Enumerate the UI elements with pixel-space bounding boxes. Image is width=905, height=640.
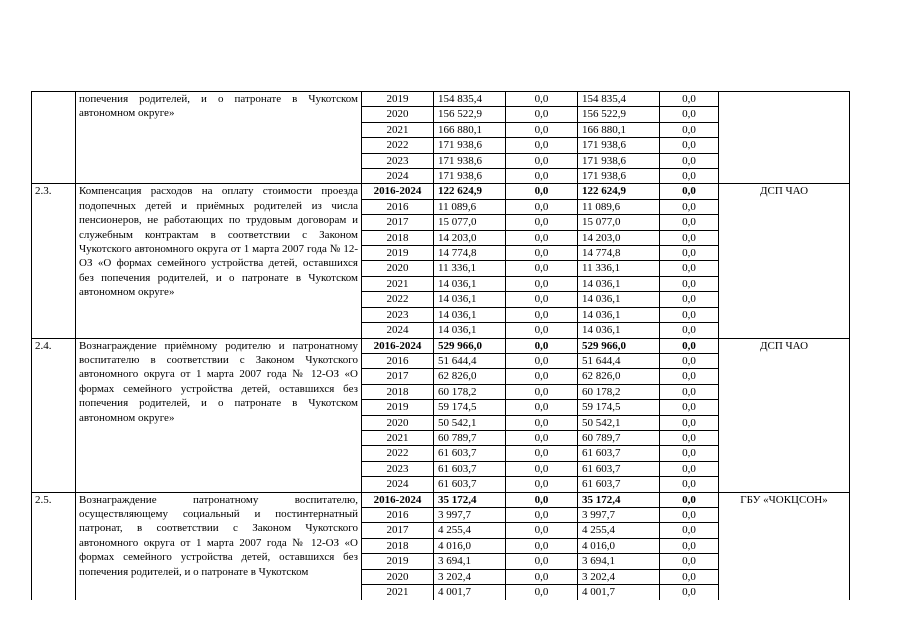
year-cell: 2020 bbox=[362, 261, 434, 276]
federal-amount-cell: 0,0 bbox=[506, 276, 578, 291]
other-amount-cell: 0,0 bbox=[660, 246, 719, 261]
other-amount-cell: 0,0 bbox=[660, 569, 719, 584]
regional-amount-cell: 61 603,7 bbox=[578, 477, 660, 492]
regional-amount-cell: 4 016,0 bbox=[578, 538, 660, 553]
other-amount-cell: 0,0 bbox=[660, 477, 719, 492]
item-description-cell: Вознаграждение приёмному родителю и патронатному воспитателю в соответствии с Законом Чукотского автономного округа от 1 марта 2007 года № 12-ОЗ «О формах семейного устройства детей, оставшихся без попечения родителей, и о патронате в Чукотском автономном округе» bbox=[76, 338, 362, 492]
other-amount-cell: 0,0 bbox=[660, 184, 719, 199]
other-amount-cell: 0,0 bbox=[660, 538, 719, 553]
total-amount-cell: 4 255,4 bbox=[434, 523, 506, 538]
other-amount-cell: 0,0 bbox=[660, 215, 719, 230]
federal-amount-cell: 0,0 bbox=[506, 415, 578, 430]
item-description-cell: Компенсация расходов на оплату стоимости проезда подопечных детей и приёмных родителей из числа пенсионеров, не работающих по трудовым договорам и служебным контрактам в соответствии с Законом Чукотского автономного округа от 1 марта 2007 года № 12-ОЗ «О формах семейного устройства детей, оставшихся без попечения родителей, и о патронате в Чукотском автономном округе» bbox=[76, 184, 362, 338]
year-cell: 2022 bbox=[362, 292, 434, 307]
year-cell: 2016-2024 bbox=[362, 338, 434, 353]
total-amount-cell: 166 880,1 bbox=[434, 122, 506, 137]
federal-amount-cell: 0,0 bbox=[506, 246, 578, 261]
total-amount-cell: 11 336,1 bbox=[434, 261, 506, 276]
federal-amount-cell: 0,0 bbox=[506, 338, 578, 353]
year-cell: 2024 bbox=[362, 477, 434, 492]
year-cell: 2017 bbox=[362, 215, 434, 230]
total-amount-cell: 529 966,0 bbox=[434, 338, 506, 353]
total-amount-cell: 62 826,0 bbox=[434, 369, 506, 384]
item-number-cell: 2.5. bbox=[32, 492, 76, 600]
year-cell: 2023 bbox=[362, 461, 434, 476]
federal-amount-cell: 0,0 bbox=[506, 92, 578, 107]
item-number-cell: 2.4. bbox=[32, 338, 76, 492]
other-amount-cell: 0,0 bbox=[660, 92, 719, 107]
year-cell: 2016-2024 bbox=[362, 184, 434, 199]
other-amount-cell: 0,0 bbox=[660, 169, 719, 184]
regional-amount-cell: 156 522,9 bbox=[578, 107, 660, 122]
regional-amount-cell: 50 542,1 bbox=[578, 415, 660, 430]
regional-amount-cell: 14 036,1 bbox=[578, 292, 660, 307]
regional-amount-cell: 35 172,4 bbox=[578, 492, 660, 507]
regional-amount-cell: 60 178,2 bbox=[578, 384, 660, 399]
federal-amount-cell: 0,0 bbox=[506, 400, 578, 415]
other-amount-cell: 0,0 bbox=[660, 323, 719, 338]
regional-amount-cell: 61 603,7 bbox=[578, 446, 660, 461]
regional-amount-cell: 3 202,4 bbox=[578, 569, 660, 584]
federal-amount-cell: 0,0 bbox=[506, 507, 578, 522]
regional-amount-cell: 14 036,1 bbox=[578, 307, 660, 322]
federal-amount-cell: 0,0 bbox=[506, 323, 578, 338]
year-cell: 2016 bbox=[362, 507, 434, 522]
year-cell: 2021 bbox=[362, 430, 434, 445]
federal-amount-cell: 0,0 bbox=[506, 523, 578, 538]
executor-cell: ДСП ЧАО bbox=[719, 338, 850, 492]
federal-amount-cell: 0,0 bbox=[506, 569, 578, 584]
regional-amount-cell: 4 255,4 bbox=[578, 523, 660, 538]
total-amount-cell: 3 997,7 bbox=[434, 507, 506, 522]
total-amount-cell: 11 089,6 bbox=[434, 199, 506, 214]
total-amount-cell: 14 036,1 bbox=[434, 323, 506, 338]
other-amount-cell: 0,0 bbox=[660, 138, 719, 153]
year-cell: 2024 bbox=[362, 323, 434, 338]
table-row bbox=[32, 338, 850, 353]
regional-amount-cell: 171 938,6 bbox=[578, 169, 660, 184]
year-cell: 2016-2024 bbox=[362, 492, 434, 507]
federal-amount-cell: 0,0 bbox=[506, 384, 578, 399]
year-cell: 2020 bbox=[362, 107, 434, 122]
total-amount-cell: 4 001,7 bbox=[434, 585, 506, 600]
federal-amount-cell: 0,0 bbox=[506, 461, 578, 476]
total-amount-cell: 171 938,6 bbox=[434, 153, 506, 168]
regional-amount-cell: 14 203,0 bbox=[578, 230, 660, 245]
total-amount-cell: 14 036,1 bbox=[434, 307, 506, 322]
regional-amount-cell: 3 997,7 bbox=[578, 507, 660, 522]
total-amount-cell: 60 789,7 bbox=[434, 430, 506, 445]
total-amount-cell: 51 644,4 bbox=[434, 353, 506, 368]
federal-amount-cell: 0,0 bbox=[506, 292, 578, 307]
other-amount-cell: 0,0 bbox=[660, 153, 719, 168]
table-row bbox=[32, 184, 850, 199]
other-amount-cell: 0,0 bbox=[660, 585, 719, 600]
other-amount-cell: 0,0 bbox=[660, 430, 719, 445]
executor-cell: ДСП ЧАО bbox=[719, 184, 850, 338]
other-amount-cell: 0,0 bbox=[660, 261, 719, 276]
year-cell: 2021 bbox=[362, 585, 434, 600]
year-cell: 2018 bbox=[362, 230, 434, 245]
year-cell: 2021 bbox=[362, 122, 434, 137]
total-amount-cell: 61 603,7 bbox=[434, 461, 506, 476]
other-amount-cell: 0,0 bbox=[660, 523, 719, 538]
table-row bbox=[32, 92, 850, 107]
total-amount-cell: 14 036,1 bbox=[434, 276, 506, 291]
year-cell: 2017 bbox=[362, 523, 434, 538]
regional-amount-cell: 14 036,1 bbox=[578, 276, 660, 291]
federal-amount-cell: 0,0 bbox=[506, 184, 578, 199]
other-amount-cell: 0,0 bbox=[660, 107, 719, 122]
federal-amount-cell: 0,0 bbox=[506, 369, 578, 384]
total-amount-cell: 15 077,0 bbox=[434, 215, 506, 230]
other-amount-cell: 0,0 bbox=[660, 554, 719, 569]
year-cell: 2023 bbox=[362, 307, 434, 322]
year-cell: 2017 bbox=[362, 369, 434, 384]
other-amount-cell: 0,0 bbox=[660, 199, 719, 214]
total-amount-cell: 14 036,1 bbox=[434, 292, 506, 307]
regional-amount-cell: 122 624,9 bbox=[578, 184, 660, 199]
total-amount-cell: 50 542,1 bbox=[434, 415, 506, 430]
total-amount-cell: 3 202,4 bbox=[434, 569, 506, 584]
regional-amount-cell: 3 694,1 bbox=[578, 554, 660, 569]
year-cell: 2023 bbox=[362, 153, 434, 168]
federal-amount-cell: 0,0 bbox=[506, 138, 578, 153]
executor-cell: ГБУ «ЧОКЦСОН» bbox=[719, 492, 850, 600]
total-amount-cell: 61 603,7 bbox=[434, 477, 506, 492]
regional-amount-cell: 51 644,4 bbox=[578, 353, 660, 368]
other-amount-cell: 0,0 bbox=[660, 276, 719, 291]
regional-amount-cell: 15 077,0 bbox=[578, 215, 660, 230]
year-cell: 2019 bbox=[362, 246, 434, 261]
regional-amount-cell: 14 036,1 bbox=[578, 323, 660, 338]
federal-amount-cell: 0,0 bbox=[506, 307, 578, 322]
other-amount-cell: 0,0 bbox=[660, 400, 719, 415]
year-cell: 2019 bbox=[362, 92, 434, 107]
federal-amount-cell: 0,0 bbox=[506, 446, 578, 461]
federal-amount-cell: 0,0 bbox=[506, 261, 578, 276]
other-amount-cell: 0,0 bbox=[660, 353, 719, 368]
year-cell: 2020 bbox=[362, 415, 434, 430]
other-amount-cell: 0,0 bbox=[660, 292, 719, 307]
federal-amount-cell: 0,0 bbox=[506, 477, 578, 492]
total-amount-cell: 35 172,4 bbox=[434, 492, 506, 507]
regional-amount-cell: 11 089,6 bbox=[578, 199, 660, 214]
year-cell: 2020 bbox=[362, 569, 434, 584]
regional-amount-cell: 154 835,4 bbox=[578, 92, 660, 107]
federal-amount-cell: 0,0 bbox=[506, 430, 578, 445]
total-amount-cell: 154 835,4 bbox=[434, 92, 506, 107]
federal-amount-cell: 0,0 bbox=[506, 230, 578, 245]
total-amount-cell: 59 174,5 bbox=[434, 400, 506, 415]
total-amount-cell: 4 016,0 bbox=[434, 538, 506, 553]
federal-amount-cell: 0,0 bbox=[506, 554, 578, 569]
federal-amount-cell: 0,0 bbox=[506, 215, 578, 230]
year-cell: 2022 bbox=[362, 446, 434, 461]
other-amount-cell: 0,0 bbox=[660, 369, 719, 384]
other-amount-cell: 0,0 bbox=[660, 492, 719, 507]
federal-amount-cell: 0,0 bbox=[506, 153, 578, 168]
budget-table bbox=[31, 91, 850, 600]
total-amount-cell: 122 624,9 bbox=[434, 184, 506, 199]
total-amount-cell: 60 178,2 bbox=[434, 384, 506, 399]
other-amount-cell: 0,0 bbox=[660, 507, 719, 522]
year-cell: 2022 bbox=[362, 138, 434, 153]
regional-amount-cell: 14 774,8 bbox=[578, 246, 660, 261]
year-cell: 2018 bbox=[362, 538, 434, 553]
year-cell: 2021 bbox=[362, 276, 434, 291]
federal-amount-cell: 0,0 bbox=[506, 492, 578, 507]
other-amount-cell: 0,0 bbox=[660, 338, 719, 353]
regional-amount-cell: 61 603,7 bbox=[578, 461, 660, 476]
total-amount-cell: 171 938,6 bbox=[434, 138, 506, 153]
item-number-cell bbox=[32, 92, 76, 184]
item-description-cell: Вознаграждение патронатному воспитателю, осуществляющему социальный и постинтернатный патронат, в соответствии с Законом Чукотского автономного округа от 1 марта 2007 года № 12-ОЗ «О формах семейного устройства детей, оставшихся без попечения родителей, и о патронате в Чукотском bbox=[76, 492, 362, 600]
year-cell: 2016 bbox=[362, 353, 434, 368]
other-amount-cell: 0,0 bbox=[660, 122, 719, 137]
total-amount-cell: 171 938,6 bbox=[434, 169, 506, 184]
year-cell: 2019 bbox=[362, 554, 434, 569]
regional-amount-cell: 62 826,0 bbox=[578, 369, 660, 384]
federal-amount-cell: 0,0 bbox=[506, 107, 578, 122]
year-cell: 2024 bbox=[362, 169, 434, 184]
other-amount-cell: 0,0 bbox=[660, 461, 719, 476]
regional-amount-cell: 60 789,7 bbox=[578, 430, 660, 445]
item-number-cell: 2.3. bbox=[32, 184, 76, 338]
total-amount-cell: 3 694,1 bbox=[434, 554, 506, 569]
other-amount-cell: 0,0 bbox=[660, 230, 719, 245]
year-cell: 2019 bbox=[362, 400, 434, 415]
executor-cell bbox=[719, 92, 850, 184]
table-row bbox=[32, 492, 850, 507]
federal-amount-cell: 0,0 bbox=[506, 538, 578, 553]
total-amount-cell: 61 603,7 bbox=[434, 446, 506, 461]
regional-amount-cell: 11 336,1 bbox=[578, 261, 660, 276]
regional-amount-cell: 171 938,6 bbox=[578, 138, 660, 153]
year-cell: 2016 bbox=[362, 199, 434, 214]
regional-amount-cell: 529 966,0 bbox=[578, 338, 660, 353]
other-amount-cell: 0,0 bbox=[660, 384, 719, 399]
year-cell: 2018 bbox=[362, 384, 434, 399]
other-amount-cell: 0,0 bbox=[660, 415, 719, 430]
total-amount-cell: 14 774,8 bbox=[434, 246, 506, 261]
total-amount-cell: 14 203,0 bbox=[434, 230, 506, 245]
federal-amount-cell: 0,0 bbox=[506, 169, 578, 184]
other-amount-cell: 0,0 bbox=[660, 446, 719, 461]
federal-amount-cell: 0,0 bbox=[506, 199, 578, 214]
federal-amount-cell: 0,0 bbox=[506, 353, 578, 368]
total-amount-cell: 156 522,9 bbox=[434, 107, 506, 122]
federal-amount-cell: 0,0 bbox=[506, 585, 578, 600]
other-amount-cell: 0,0 bbox=[660, 307, 719, 322]
regional-amount-cell: 171 938,6 bbox=[578, 153, 660, 168]
item-description-cell: попечения родителей, и о патронате в Чукотском автономном округе» bbox=[76, 92, 362, 184]
regional-amount-cell: 59 174,5 bbox=[578, 400, 660, 415]
regional-amount-cell: 166 880,1 bbox=[578, 122, 660, 137]
federal-amount-cell: 0,0 bbox=[506, 122, 578, 137]
regional-amount-cell: 4 001,7 bbox=[578, 585, 660, 600]
